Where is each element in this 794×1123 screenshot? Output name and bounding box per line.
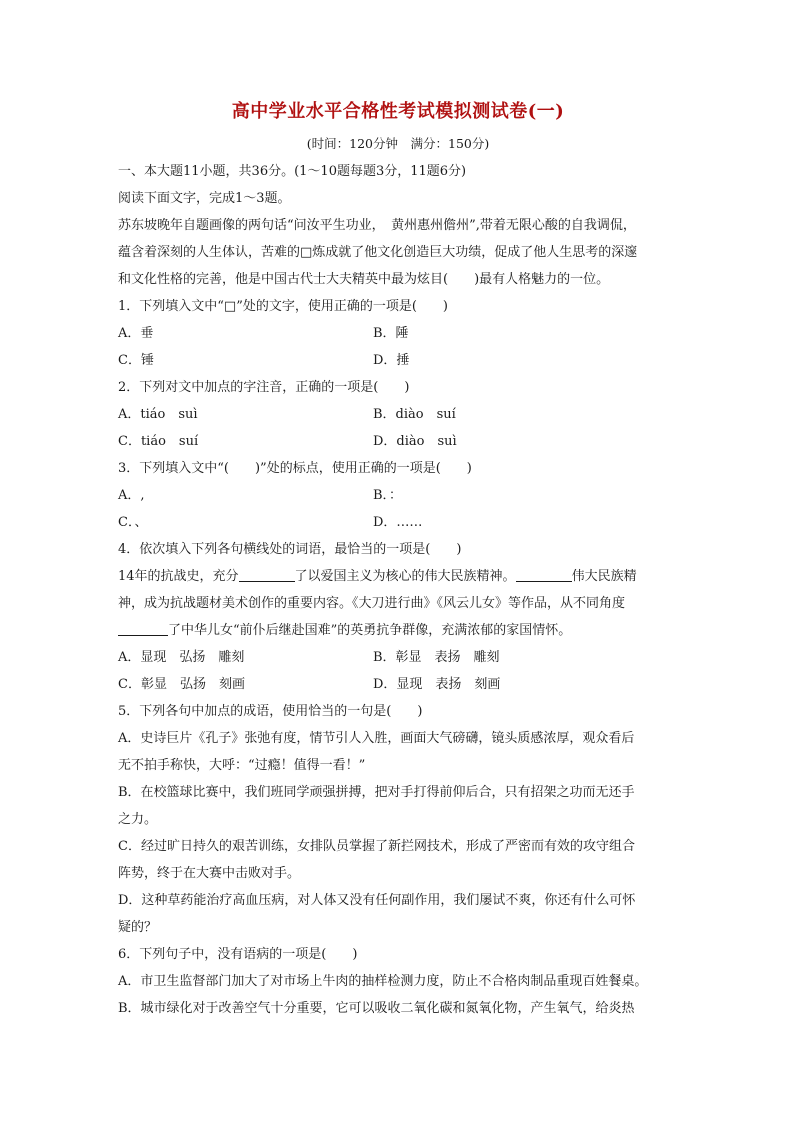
question-2-options-row-2 xyxy=(118,428,678,455)
exam-body xyxy=(118,158,678,1022)
option-d: D．diào suì xyxy=(373,434,457,449)
reading-instruction: 阅读下面文字，完成1～3题。 xyxy=(118,191,291,206)
question-2-stem: 2．下列对文中加点的字注音，正确的一项是( ) xyxy=(118,380,410,395)
section-heading: 一、本大题11小题，共36分。(1～10题每题3分，11题6分) xyxy=(118,164,467,179)
option-a: A．tiáo suì xyxy=(118,407,198,422)
question-5-line-3: B．在校篮球比赛中，我们班同学顽强拼搏，把对手打得前仰后合，只有招架之功而无还手 xyxy=(118,785,635,800)
passage-line-1: 苏东坡晚年自题画像的两句话“问汝平生功业， 黄州惠州儋州”,带着无限心酸的自我调侃， xyxy=(118,218,636,233)
question-5-line-1: A．史诗巨片《孔子》张弛有度，情节引人入胜，画面大气磅礴，镜头质感浓厚，观众看后 xyxy=(118,731,635,746)
option-b: B．： xyxy=(373,488,403,503)
question-1-options-row-1 xyxy=(118,320,678,347)
option-d: D．…… xyxy=(373,515,423,530)
passage-line-3: 和文化性格的完善，他是中国古代士大夫精英中最为炫目( )最有人格魅力的一位。 xyxy=(118,272,610,287)
text-segment: 14年的抗战史，充分 xyxy=(118,569,239,584)
question-3-stem: 3．下列填入文中“( )”处的标点，使用正确的一项是( ) xyxy=(118,461,472,476)
question-4-options-row-1 xyxy=(118,644,678,671)
question-5-line-5: C．经过旷日持久的艰苦训练，女排队员掌握了新拦网技术，形成了严密而有效的攻守组合 xyxy=(118,839,635,854)
exam-subtitle: (时间：120分钟 满分：150分) xyxy=(306,136,490,151)
question-4-stem: 4．依次填入下列各句横线处的词语，最恰当的一项是( ) xyxy=(118,542,462,557)
question-5-line-4: 之力。 xyxy=(118,812,158,827)
option-c: C．锤 xyxy=(118,353,154,368)
option-b: B．diào suí xyxy=(373,407,456,422)
option-c: C．、 xyxy=(118,515,148,530)
question-3-options-row-2 xyxy=(118,509,678,536)
passage-line-2: 蕴含着深刻的人生体认，苦难的□炼成就了他文化创造巨大功绩，促成了他人生思考的深邃 xyxy=(118,245,638,260)
question-6-line-2: B．城市绿化对于改善空气十分重要，它可以吸收二氧化碳和氮氧化物，产生氧气，给炎热 xyxy=(118,1001,635,1016)
question-5-line-2: 无不拍手称快，大呼：“过瘾！值得一看！” xyxy=(118,758,366,773)
question-1-options-row-2 xyxy=(118,347,678,374)
option-c: C．彰显 弘扬 刻画 xyxy=(118,677,245,692)
question-4-text-line-1 xyxy=(118,563,678,590)
question-2-options-row-1 xyxy=(118,401,678,428)
question-5-line-7: D．这种草药能治疗高血压病，对人体又没有任何副作用，我们屡试不爽，你还有什么可怀 xyxy=(118,893,636,908)
question-4-text-line-3 xyxy=(118,617,678,644)
question-5-stem: 5．下列各句中加点的成语，使用恰当的一句是( ) xyxy=(118,704,423,719)
question-6-stem: 6．下列句子中，没有语病的一项是( ) xyxy=(118,947,358,962)
question-6-line-1: A．市卫生监督部门加大了对市场上牛肉的抽样检测力度，防止不合格肉制品重现百姓餐桌。 xyxy=(118,974,648,989)
text-segment: 了中华儿女“前仆后继赴国难”的英勇抗争群像，充满浓郁的家国情怀。 xyxy=(168,623,572,638)
option-c: C．tiáo suí xyxy=(118,434,199,449)
option-a: A．垂 xyxy=(118,326,154,341)
option-d: D．捶 xyxy=(373,353,410,368)
fill-blank xyxy=(118,621,168,636)
option-b: B．彰显 表扬 雕刻 xyxy=(373,650,500,665)
option-d: D．显现 表扬 刻画 xyxy=(373,677,501,692)
fill-blank xyxy=(239,567,295,582)
option-b: B．陲 xyxy=(373,326,409,341)
text-segment: 了以爱国主义为核心的伟大民族精神。 xyxy=(294,569,516,584)
question-5-line-8: 疑的？ xyxy=(118,920,158,935)
exam-title: 高中学业水平合格性考试模拟测试卷(一) xyxy=(231,101,565,122)
question-3-options-row-1 xyxy=(118,482,678,509)
question-4-options-row-2 xyxy=(118,671,678,698)
question-5-line-6: 阵势，终于在大赛中击败对手。 xyxy=(118,866,301,881)
fill-blank xyxy=(516,567,572,582)
option-a: A．, xyxy=(118,488,145,503)
question-1-stem: 1．下列填入文中“□”处的文字，使用正确的一项是( ) xyxy=(118,299,448,314)
option-a: A．显现 弘扬 雕刻 xyxy=(118,650,245,665)
text-segment: 伟大民族精 xyxy=(571,569,637,584)
question-4-text-line-2: 神，成为抗战题材美术创作的重要内容。《大刀进行曲》《风云儿女》等作品，从不同角度 xyxy=(118,596,626,611)
